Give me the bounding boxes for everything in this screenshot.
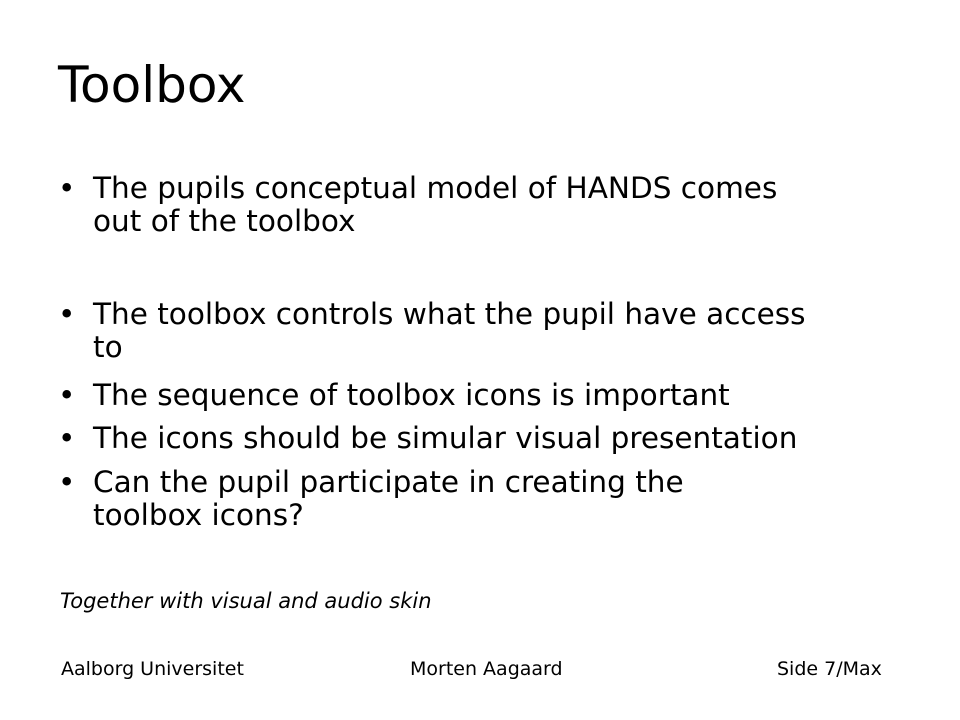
bullet-item	[58, 172, 918, 238]
footer-author: Morten Aagaard	[410, 658, 563, 680]
bullet-text-line: The pupils conceptual model of HANDS comes	[93, 171, 778, 205]
bullet-dot-icon: •	[58, 421, 76, 455]
bullet-text-line: Can the pupil participate in creating the	[93, 465, 684, 499]
bullet-dot-icon: •	[58, 297, 76, 331]
bullet-dot-icon: •	[58, 378, 76, 412]
slide-title: Toolbox	[58, 56, 246, 114]
bullet-item	[58, 379, 918, 412]
bullet-dot-icon: •	[58, 171, 76, 205]
bullet-item	[58, 422, 918, 455]
bullet-text-line: to	[93, 330, 123, 364]
bullet-text-line: The sequence of toolbox icons is important	[93, 378, 730, 412]
slide-note: Together with visual and audio skin	[60, 589, 432, 613]
footer-institution: Aalborg Universitet	[61, 658, 244, 680]
bullet-text-line: out of the toolbox	[93, 204, 356, 238]
bullet-item	[58, 466, 918, 532]
bullet-text-line: The toolbox controls what the pupil have access	[93, 297, 806, 331]
footer-page-number: Side 7/Max	[777, 658, 882, 680]
bullet-text-line: The icons should be simular visual presentation	[93, 421, 798, 455]
bullet-text-line: toolbox icons?	[93, 498, 304, 532]
bullet-dot-icon: •	[58, 465, 76, 499]
bullet-item	[58, 298, 918, 364]
